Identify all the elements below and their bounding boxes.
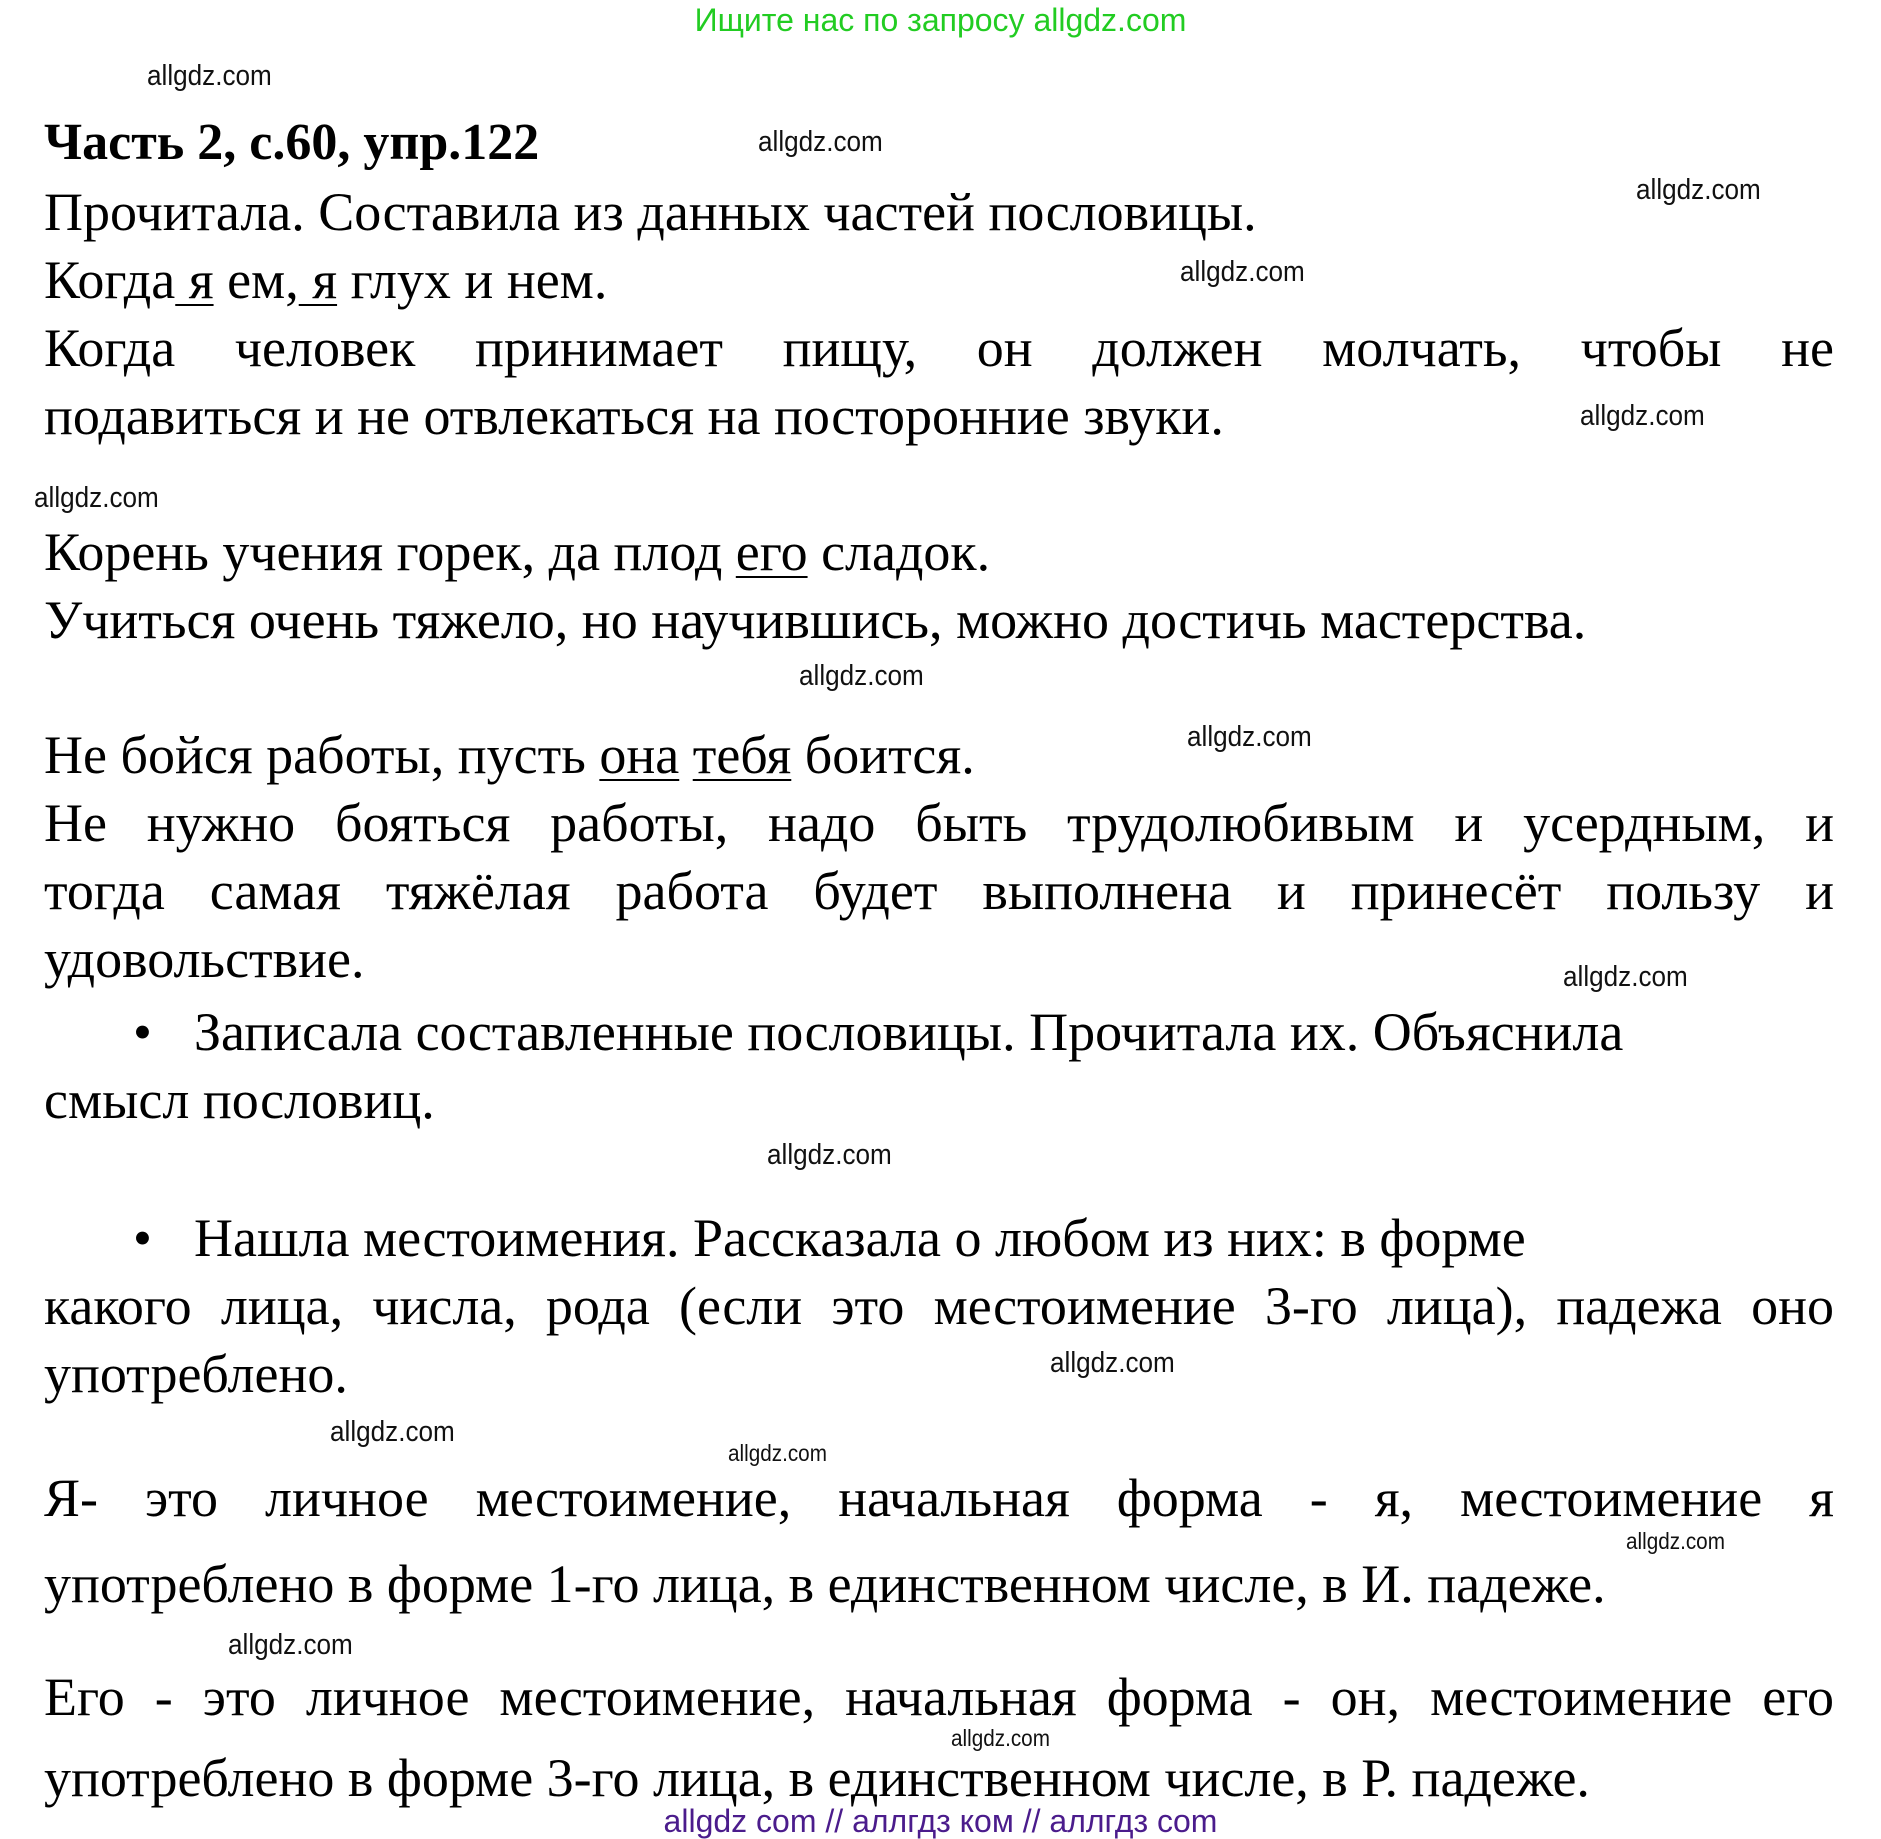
underlined-pronoun: его — [735, 522, 808, 582]
search-banner: Ищите нас по запросу allgdz.com — [694, 2, 1187, 38]
watermark: allgdz.com — [1626, 1528, 1725, 1554]
text: сладок. — [807, 522, 991, 582]
watermark: allgdz.com — [228, 1629, 353, 1661]
watermark: allgdz.com — [1580, 400, 1705, 432]
text: Корень учения горек, да плод — [44, 522, 736, 582]
underlined-pronoun: она — [599, 725, 680, 785]
watermark: allgdz.com — [728, 1440, 827, 1466]
text-line: подавиться и не отвлекаться на посторонние звуки. — [44, 386, 1224, 446]
bullet-item-text: Записала составленные пословицы. Прочитала их. Объяснила — [194, 1002, 1624, 1062]
text: ем, — [213, 250, 299, 310]
watermark: allgdz.com — [951, 1725, 1050, 1751]
text: глух и нем. — [337, 250, 608, 310]
text: Когда — [44, 250, 176, 310]
footer-links: allgdz com // аллгдз ком // аллгдз com — [663, 1803, 1218, 1839]
watermark: allgdz.com — [1180, 256, 1305, 288]
watermark: allgdz.com — [758, 126, 883, 158]
page-title: Часть 2, с.60, упр.122 — [44, 114, 540, 171]
text-line: Его - это личное местоимение, начальная форма - он, местоимение его — [44, 1667, 1834, 1727]
text-line: Когда человек принимает пищу, он должен молчать, чтобы не — [44, 318, 1834, 378]
text-line: смысл пословиц. — [44, 1070, 435, 1130]
text-line: тогда самая тяжёлая работа будет выполнена и принесёт пользу и — [44, 861, 1834, 921]
bullet-icon: • — [133, 1002, 152, 1062]
proverb-line — [44, 246, 607, 314]
text: боится. — [791, 725, 975, 785]
text-line: Я- это личное местоимение, начальная форма - я, местоимение я — [44, 1468, 1834, 1528]
text-line: Не нужно бояться работы, надо быть трудолюбивым и усердным, и — [44, 793, 1834, 853]
bullet-item-text: Нашла местоимения. Рассказала о любом из них: в форме — [194, 1208, 1526, 1268]
underlined-pronoun: я — [175, 250, 214, 310]
text-line: употреблено в форме 1-го лица, в единственном числе, в И. падеже. — [44, 1554, 1606, 1614]
underlined-pronoun: тебя — [692, 725, 792, 785]
text — [679, 725, 693, 785]
watermark: allgdz.com — [767, 1139, 892, 1171]
text-line: употреблено в форме 3-го лица, в единственном числе, в Р. падеже. — [44, 1748, 1590, 1808]
proverb-line — [44, 721, 975, 789]
watermark: allgdz.com — [1636, 174, 1761, 206]
text: Не бойся работы, пусть — [44, 725, 600, 785]
text-line: удовольствие. — [44, 929, 365, 989]
watermark: allgdz.com — [799, 660, 924, 692]
underlined-pronoun: я — [298, 250, 338, 310]
proverb-line — [44, 518, 990, 586]
text-line: Прочитала. Составила из данных частей пословицы. — [44, 182, 1257, 242]
watermark: allgdz.com — [1563, 961, 1688, 993]
watermark: allgdz.com — [147, 60, 272, 92]
watermark: allgdz.com — [34, 482, 159, 514]
watermark: allgdz.com — [330, 1416, 455, 1448]
text-line: какого лица, числа, рода (если это местоимение 3-го лица), падежа оно — [44, 1276, 1834, 1336]
watermark: allgdz.com — [1050, 1347, 1175, 1379]
watermark: allgdz.com — [1187, 721, 1312, 753]
bullet-icon: • — [133, 1208, 152, 1268]
text-line: Учиться очень тяжело, но научившись, можно достичь мастерства. — [44, 590, 1587, 650]
text-line: употреблено. — [44, 1344, 348, 1404]
